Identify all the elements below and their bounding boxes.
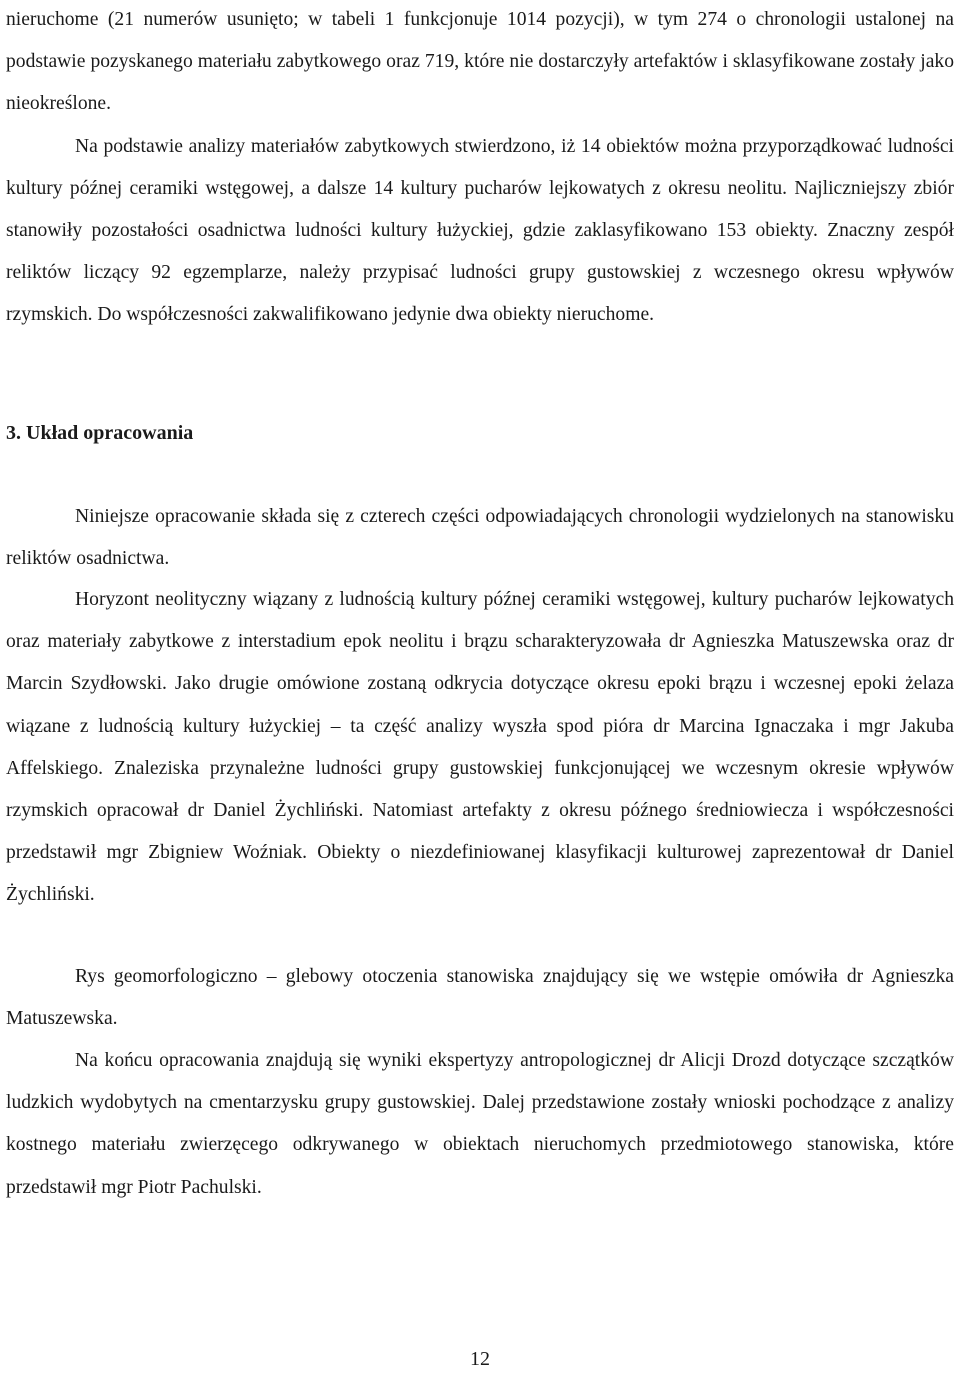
section-heading: 3. Układ opracowania bbox=[6, 422, 194, 444]
paragraph-structure-intro: Niniejsze opracowanie składa się z czterech części odpowiadających chronologii wydzielonych na stanowisku reliktów osadnictwa. bbox=[6, 506, 954, 570]
paragraph-geomorphology: Rys geomorfologiczno – glebowy otoczenia stanowiska znajdujący się we wstępie omówiła dr Agnieszka Matuszewska. bbox=[6, 966, 954, 1030]
paragraph-expertise: Na końcu opracowania znajdują się wyniki ekspertyzy antropologicznej dr Alicji Drozd dotyczące szczątków ludzkich wydobytych na cmentarzysku grupy gustowskiej. Dalej przedstawione zostały wnioski pochodzące z analizy kostnego materiału zwierzęcego odkrywanego w obiektach nieruchomych przedmiotowego stanowiska, które przedstawił mgr Piotr Pachulski. bbox=[6, 1050, 954, 1198]
intro-block bbox=[6, 0, 954, 337]
document-page bbox=[6, 0, 954, 1368]
page-number: 12 bbox=[470, 1348, 490, 1370]
paragraph-intro-2: Na podstawie analizy materiałów zabytkowych stwierdzono, iż 14 obiektów można przyporządkować ludności kultury późnej ceramiki wstęgowej, a dalsze 14 kultury pucharów lejkowatych z okresu neolitu. Najliczniejszy zbiór stanowiły pozostałości osadnictwa ludności kultury łużyckiej, gdzie zaklasyfikowano 153 obiekty. Znaczny zespół reliktów liczący 92 egzemplarze, należy przypisać ludności grupy gustowskiej z wczesnego okresu wpływów rzymskich. Do współczesności zakwalifikowano jedynie dwa obiekty nieruchome. bbox=[6, 135, 954, 326]
paragraph-intro: nieruchome (21 numerów usunięto; w tabeli 1 funkcjonuje 1014 pozycji), w tym 274 o chronologii ustalonej na podstawie pozyskanego materiału zabytkowego oraz 719, które nie dostarczyły artefaktów i sklasyfikowane zostały jako nieokreślone. bbox=[6, 9, 954, 115]
paragraph-authors: Horyzont neolityczny wiązany z ludnością kultury późnej ceramiki wstęgowej, kultury pucharów lejkowatych oraz materiały zabytkowe z interstadium epok neolitu i brązu scharakteryzowała dr Agnieszka Matuszewska oraz dr Marcin Szydłowski. Jako drugie omówione zostaną odkrycia dotyczące okresu epoki brązu i wczesnej epoki żelaza wiązane z ludnością kultury łużyckiej – ta część analizy wyszła spod pióra dr Marcina Ignaczaka i mgr Jakuba Affelskiego. Znaleziska przynależne ludności grupy gustowskiej funkcjonującej we wczesnym okresie wpływów rzymskich opracował dr Daniel Żychliński. Natomiast artefakty z okresu późnego średniowiecza i współczesności przedstawił mgr Zbigniew Woźniak. Obiekty o niezdefiniowanej klasyfikacji kulturowej zaprezentował dr Daniel Żychliński. bbox=[6, 589, 954, 906]
